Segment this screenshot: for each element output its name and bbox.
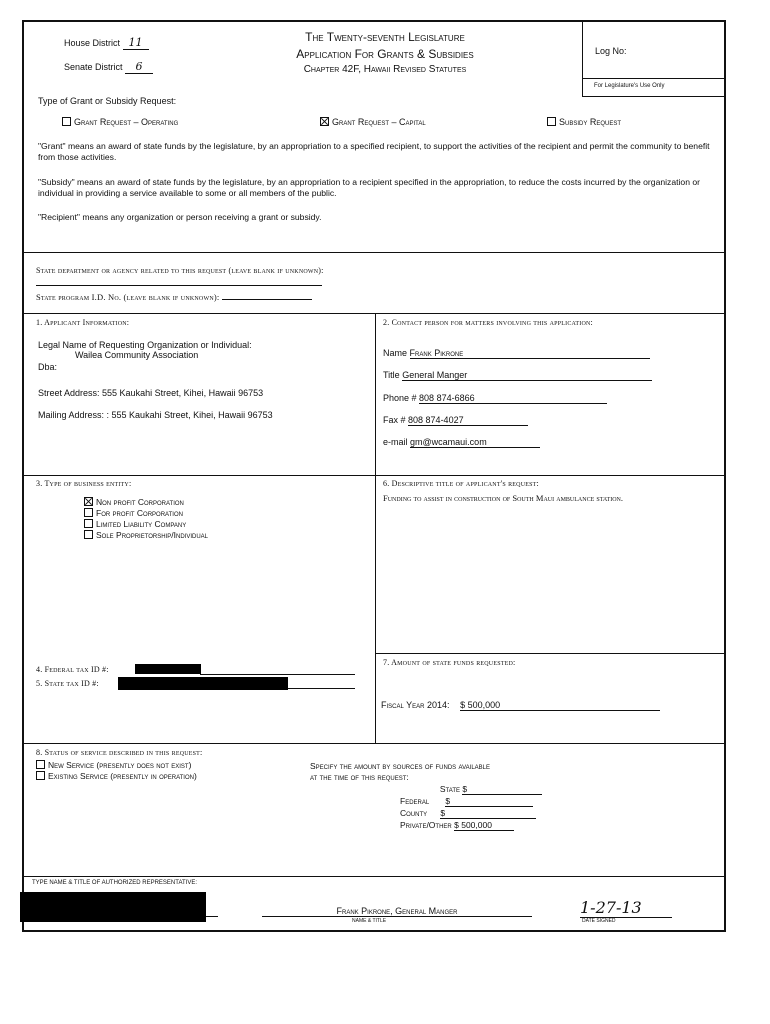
program-id-label-text: State program I.D. No. (leave blank if unknown): [36, 292, 220, 302]
descriptive-heading: 6. Descriptive title of applicant's request: [383, 479, 539, 488]
status-heading: 8. Status of service described in this request: [36, 748, 203, 757]
option-grant-operating [62, 117, 178, 127]
checkbox-grant-operating[interactable] [62, 117, 71, 126]
contact-email-label: e-mail [383, 437, 408, 447]
checkbox-forprofit[interactable] [84, 508, 93, 517]
checkbox-new-service[interactable] [36, 760, 45, 769]
senate-district [64, 60, 153, 74]
contact-fax-label: Fax # [383, 415, 406, 425]
contact-title-label: Title [383, 370, 400, 380]
business-heading: 3. Type of business entity: [36, 479, 132, 488]
fiscal-year-label: Fiscal Year 2014: [381, 700, 450, 710]
date-caption: DATE SIGNED [582, 918, 616, 924]
contact-email [383, 437, 540, 448]
mailing-address: Mailing Address: : 555 Kaukahi Street, Kihei, Hawaii 96753 [38, 410, 273, 420]
house-district-value: 11 [123, 36, 149, 50]
status-new [36, 760, 191, 770]
contact-title [383, 370, 652, 381]
contact-phone-value: 808 874-6866 [419, 393, 607, 404]
status-existing-label: Existing Service (presently in operation) [48, 771, 197, 781]
applicant-heading: 1. Applicant Information: [36, 318, 130, 327]
subsidy-definition: "Subsidy" means an award of state funds by the legislature, by an appropriation to a recipient specified in the appropriation, to reduce the costs incurred by the organization or individual in providing a service available to some or all members of the public. [38, 177, 701, 198]
fund-private-label: Private/Other [400, 820, 452, 830]
descriptive-value: Funding to assist in construction of South Maui ambulance station. [383, 493, 624, 503]
agency-label: State department or agency related to this request (leave blank if unknown): [36, 266, 324, 275]
federal-tax-redaction [135, 664, 201, 674]
contact-email-value: gm@wcamaui.com [410, 437, 540, 448]
house-district [64, 36, 149, 50]
option-grant-capital-label: Grant Request – Capital [332, 117, 426, 127]
fund-county [400, 808, 536, 819]
senate-district-label: Senate District [64, 62, 123, 72]
program-id-field[interactable] [222, 291, 312, 300]
contact-heading: 2. Contact person for matters involving this application: [383, 318, 593, 327]
amount-heading: 7. Amount of state funds requested: [383, 658, 516, 667]
status-new-label: New Service (presently does not exist) [48, 760, 192, 770]
state-tax-label: 5. State tax ID #: [36, 679, 99, 688]
contact-phone [383, 393, 607, 404]
signature-redaction [20, 892, 206, 922]
checkbox-subsidy[interactable] [547, 117, 556, 126]
contact-title-value: General Manger [402, 370, 652, 381]
form-title-1: The Twenty-seventh Legislature [305, 30, 465, 44]
recipient-definition: "Recipient" means any organization or person receiving a grant or subsidy. [38, 212, 322, 222]
date-signed: 1-27-13 [580, 898, 672, 918]
contact-name-label: Name [383, 348, 408, 358]
entity-sole [84, 530, 208, 540]
fund-federal-label: Federal [400, 796, 430, 806]
checkbox-grant-capital[interactable] [320, 117, 329, 126]
specify-line-1: Specify the amount by sources of funds available [310, 761, 491, 771]
option-subsidy-label: Subsidy Request [559, 117, 622, 127]
form-title-3: Chapter 42F, Hawaii Revised Statutes [303, 64, 467, 75]
checkbox-nonprofit[interactable] [84, 497, 93, 506]
grant-definition: "Grant" means an award of state funds by the legislature, by an appropriation to a specified recipient, to support the activities of the recipient and permit the community to benefit from those activities. [38, 141, 710, 162]
federal-tax-label: 4. Federal tax ID #: [36, 665, 109, 674]
fund-state [400, 784, 542, 795]
fund-state-value: $ [462, 784, 542, 795]
entity-nonprofit-label: Non profit Corporation [96, 497, 184, 507]
option-grant-operating-label: Grant Request – Operating [74, 117, 179, 127]
contact-fax [383, 415, 528, 426]
fund-county-label: County [400, 808, 428, 818]
rep-name-title: Frank Pikrone, General Manger [262, 906, 532, 917]
checkbox-existing-service[interactable] [36, 771, 45, 780]
option-grant-capital [320, 117, 426, 127]
rep-label: TYPE NAME & TITLE OF AUTHORIZED REPRESENTATIVE: [32, 880, 198, 886]
fiscal-year-value: $ 500,000 [460, 700, 660, 711]
request-type-label: Type of Grant or Subsidy Request: [38, 96, 177, 106]
entity-llc [84, 519, 186, 529]
house-district-label: House District [64, 38, 121, 48]
contact-phone-label: Phone # [383, 393, 417, 403]
fund-federal [400, 796, 533, 807]
status-existing [36, 771, 197, 781]
legal-name-value: Wailea Community Association [75, 350, 199, 360]
fund-private-value: $ 500,000 [454, 820, 514, 831]
fund-private [400, 820, 514, 831]
program-id-label [36, 291, 312, 302]
option-subsidy [547, 117, 621, 127]
contact-name-value: Frank Pikrone [410, 348, 650, 359]
fiscal-year [381, 700, 660, 711]
fund-county-value: $ [440, 808, 536, 819]
legislature-use-label: For Legislature's Use Only [594, 83, 665, 89]
entity-nonprofit [84, 497, 184, 507]
entity-forprofit-label: For profit Corporation [96, 508, 183, 518]
checkbox-llc[interactable] [84, 519, 93, 528]
street-address: Street Address: 555 Kaukahi Street, Kihei, Hawaii 96753 [38, 388, 264, 398]
contact-fax-value: 808 874-4027 [408, 415, 528, 426]
senate-district-value: 6 [125, 60, 153, 74]
legal-name-label: Legal Name of Requesting Organization or Individual: [38, 340, 252, 350]
form-title-2: Application For Grants & Subsidies [296, 47, 474, 61]
entity-forprofit [84, 508, 183, 518]
entity-sole-label: Sole Proprietorship/Individual [96, 530, 209, 540]
fund-state-label: State [439, 784, 460, 794]
specify-line-2: at the time of this request: [310, 772, 409, 782]
state-tax-redaction [118, 677, 288, 690]
contact-name [383, 348, 650, 359]
entity-llc-label: Limited Liability Company [96, 519, 187, 529]
log-no-label: Log No: [595, 46, 627, 56]
dba-label: Dba: [38, 362, 58, 372]
fund-federal-value: $ [445, 796, 533, 807]
checkbox-sole[interactable] [84, 530, 93, 539]
name-title-caption: NAME & TITLE [352, 918, 387, 924]
